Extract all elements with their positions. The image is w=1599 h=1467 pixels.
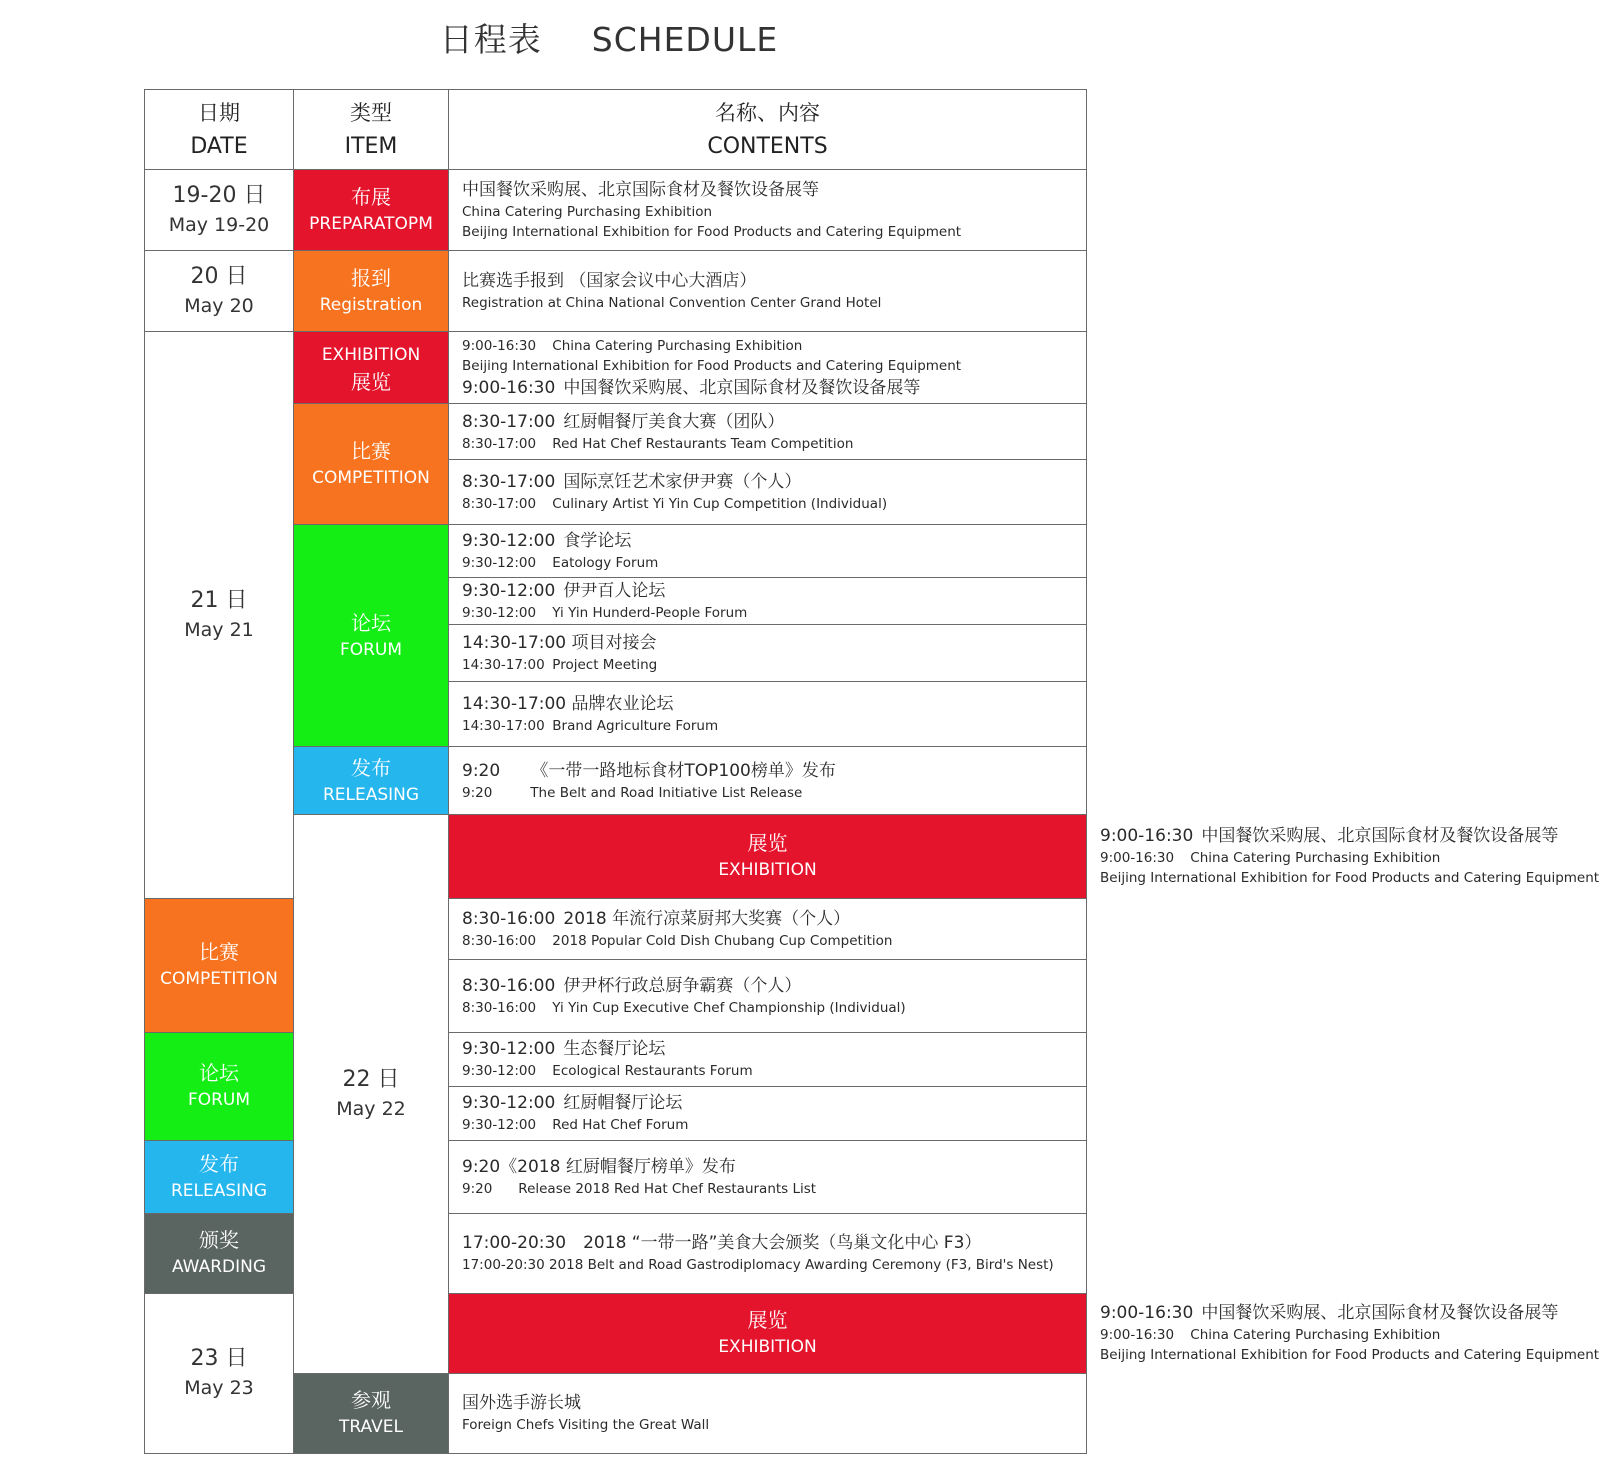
content-cell: 8:30-16:00 伊尹杯行政总厨争霸赛（个人） 8:30-16:00 Yi Yin Cup Executive Chef Championship (Individual) — [449, 959, 1087, 1032]
content-cell: 9:30-12:00 食学论坛 9:30-12:00 Eatology Forum — [449, 525, 1087, 578]
content-cell: 8:30-16:00 2018 年流行凉菜厨邦大奖赛（个人） 8:30-16:00 2018 Popular Cold Dish Chubang Cup Competition — [449, 898, 1087, 959]
item-cell-forum: 论坛 FORUM — [145, 1032, 294, 1140]
header-item: 类型 ITEM — [294, 90, 449, 170]
content-cell: 14:30-17:00 品牌农业论坛 14:30-17:00 Brand Agriculture Forum — [449, 682, 1087, 747]
schedule-table — [144, 89, 1599, 1454]
table-row — [145, 1032, 1087, 1086]
item-cell-travel: 参观 TRAVEL — [294, 1373, 449, 1453]
item-cell-registration: 报到 Registration — [294, 251, 449, 332]
table-row — [145, 1140, 1087, 1213]
content-cell: 8:30-17:00 红厨帽餐厅美食大赛（团队） 8:30-17:00 Red Hat Chef Restaurants Team Competition — [449, 404, 1087, 460]
table-row — [145, 898, 1087, 959]
item-cell-releasing: 发布 RELEASING — [145, 1140, 294, 1213]
item-cell-awarding: 颁奖 AWARDING — [145, 1213, 294, 1293]
content-cell: 9:00-16:30 China Catering Purchasing Exhibition Beijing International Exhibition for Food Products and Catering Equipment 9:00-16:30 中国餐饮采购展、北京国际食材及餐饮设备展等 — [449, 332, 1087, 404]
content-cell: 中国餐饮采购展、北京国际食材及餐饮设备展等 China Catering Purchasing Exhibition Beijing International Exhibition for Food Products and Catering Equipment — [449, 170, 1087, 251]
item-cell-exhibition: 展览 EXHIBITION — [449, 1293, 1087, 1373]
content-cell: 9:20《2018 红厨帽餐厅榜单》发布 9:20 Release 2018 Red Hat Chef Restaurants List — [449, 1140, 1087, 1213]
header-row — [145, 90, 1087, 170]
item-cell-exhibition: 展览 EXHIBITION — [449, 815, 1087, 898]
date-cell: 21 日 May 21 — [145, 332, 294, 898]
date-cell: 20 日 May 20 — [145, 251, 294, 332]
content-cell: 比赛选手报到 （国家会议中心大酒店） Registration at China National Convention Center Grand Hotel — [449, 251, 1087, 332]
header-contents: 名称、内容 CONTENTS — [449, 90, 1087, 170]
page-title — [0, 16, 1218, 64]
header-date: 日期 DATE — [145, 90, 294, 170]
content-cell: 14:30-17:00 项目对接会 14:30-17:00 Project Meeting — [449, 625, 1087, 682]
date-cell: 23 日 May 23 — [145, 1293, 294, 1453]
content-cell: 9:30-12:00 伊尹百人论坛 9:30-12:00 Yi Yin Hunderd-People Forum — [449, 578, 1087, 625]
table-row — [145, 251, 1087, 332]
item-cell-competition: 比赛 COMPETITION — [145, 898, 294, 1032]
content-cell: 8:30-17:00 国际烹饪艺术家伊尹赛（个人） 8:30-17:00 Culinary Artist Yi Yin Cup Competition (Individual) — [449, 460, 1087, 525]
item-cell-releasing: 发布 RELEASING — [294, 747, 449, 815]
item-cell-competition: 比赛 COMPETITION — [294, 404, 449, 525]
item-cell-preparation: 布展 PREPARATOPM — [294, 170, 449, 251]
table-row — [145, 332, 1087, 404]
content-cell: 17:00-20:30 2018 “一带一路”美食大会颁奖（鸟巢文化中心 F3） 17:00-20:30 2018 Belt and Road Gastrodiplomacy Awarding Ceremony (F3, Bird's Nest) — [449, 1213, 1087, 1293]
item-cell-forum: 论坛 FORUM — [294, 525, 449, 747]
content-cell: 9:30-12:00 生态餐厅论坛 9:30-12:00 Ecological Restaurants Forum — [449, 1032, 1087, 1086]
date-cell: 19-20 日 May 19-20 — [145, 170, 294, 251]
item-cell-exhibition: EXHIBITION 展览 — [294, 332, 449, 404]
content-cell: 9:20 《一带一路地标食材TOP100榜单》发布 9:20 The Belt and Road Initiative List Release — [449, 747, 1087, 815]
content-cell: 9:30-12:00 红厨帽餐厅论坛 9:30-12:00 Red Hat Chef Forum — [449, 1086, 1087, 1140]
content-cell: 国外选手游长城 Foreign Chefs Visiting the Great Wall — [449, 1373, 1087, 1453]
title-cn: 日程表 — [439, 20, 542, 59]
table-row — [145, 170, 1087, 251]
table-row: 23 日 May 23 展览 EXHIBITION 9:00-16:30 中国餐饮采购展、北京国际食材及餐饮设备展等 9:00-16:30 China Catering Purchasing Exhibition Beijing International Exhibition for Food Products and Catering Equipment — [145, 1293, 1087, 1373]
table-row: 22 日 May 22 展览 EXHIBITION 9:00-16:30 中国餐饮采购展、北京国际食材及餐饮设备展等 9:00-16:30 China Catering Purchasing Exhibition Beijing International Exhibition for Food Products and Catering Equipment — [145, 815, 1087, 898]
table-row — [145, 1213, 1087, 1293]
date-cell: 22 日 May 22 — [294, 815, 449, 1373]
title-en: SCHEDULE — [591, 20, 779, 59]
